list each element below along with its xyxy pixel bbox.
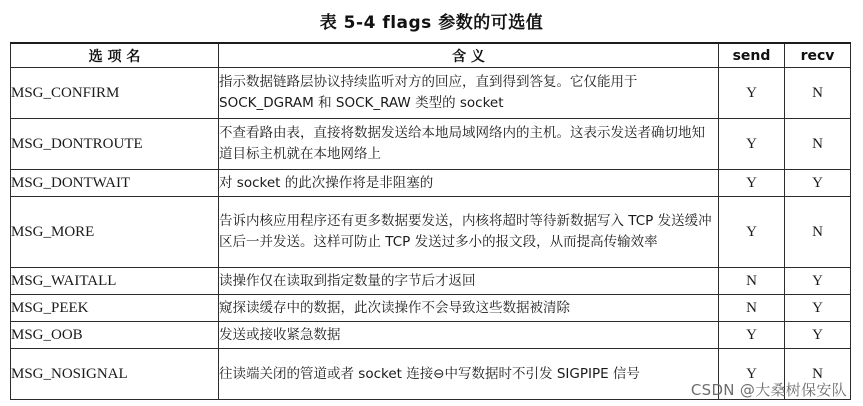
- table-title: 表 5-4 flags 参数的可选值: [319, 13, 544, 33]
- option-meaning: 指示数据链路层协议持续监听对方的回应，直到得到答复。它仅能用于 SOCK_DGRAM 和 SOCK_RAW 类型的 socket: [219, 68, 719, 119]
- recv-flag: N: [785, 349, 851, 400]
- option-name: MSG_MORE: [11, 197, 219, 268]
- csdn-watermark: CSDN @大桑树保安队: [690, 381, 847, 399]
- recv-flag: N: [785, 68, 851, 119]
- header-send: send: [719, 43, 785, 68]
- send-flag: N: [719, 295, 785, 322]
- recv-flag: N: [785, 197, 851, 268]
- flags-table: [10, 42, 851, 400]
- option-meaning: 往读端关闭的管道或者 socket 连接⊖中写数据时不引发 SIGPIPE 信号: [219, 349, 719, 400]
- recv-flag: Y: [785, 322, 851, 349]
- table-row: [11, 119, 851, 170]
- header-recv: recv: [785, 43, 851, 68]
- option-name: MSG_DONTROUTE: [11, 119, 219, 170]
- table-row: [11, 268, 851, 295]
- table-row: [11, 170, 851, 197]
- option-name: MSG_OOB: [11, 322, 219, 349]
- option-name: MSG_WAITALL: [11, 268, 219, 295]
- table-row: [11, 68, 851, 119]
- recv-flag: Y: [785, 268, 851, 295]
- option-name: MSG_PEEK: [11, 295, 219, 322]
- option-name: MSG_CONFIRM: [11, 68, 219, 119]
- send-flag: Y: [719, 322, 785, 349]
- option-meaning: 读操作仅在读取到指定数量的字节后才返回: [219, 268, 719, 295]
- send-flag: Y: [719, 197, 785, 268]
- option-meaning: 告诉内核应用程序还有更多数据要发送，内核将超时等待新数据写入 TCP 发送缓冲区后一并发送。这样可防止 TCP 发送过多小的报文段，从而提高传输效率: [219, 197, 719, 268]
- table-row: [11, 197, 851, 268]
- send-flag: N: [719, 268, 785, 295]
- recv-flag: Y: [785, 295, 851, 322]
- recv-flag: Y: [785, 170, 851, 197]
- header-row: [11, 43, 851, 68]
- option-meaning: 不查看路由表，直接将数据发送给本地局域网络内的主机。这表示发送者确切地知道目标主机就在本地网络上: [219, 119, 719, 170]
- option-meaning: 对 socket 的此次操作将是非阻塞的: [219, 170, 719, 197]
- send-flag: Y: [719, 349, 785, 400]
- send-flag: Y: [719, 119, 785, 170]
- option-meaning: 发送或接收紧急数据: [219, 322, 719, 349]
- option-name: MSG_NOSIGNAL: [11, 349, 219, 400]
- header-name: 选 项 名: [11, 43, 219, 68]
- option-name: MSG_DONTWAIT: [11, 170, 219, 197]
- send-flag: Y: [719, 170, 785, 197]
- send-flag: Y: [719, 68, 785, 119]
- option-meaning: 窥探读缓存中的数据，此次读操作不会导致这些数据被清除: [219, 295, 719, 322]
- recv-flag: N: [785, 119, 851, 170]
- header-meaning: 含 义: [219, 43, 719, 68]
- table-row: [11, 295, 851, 322]
- table-row: [11, 322, 851, 349]
